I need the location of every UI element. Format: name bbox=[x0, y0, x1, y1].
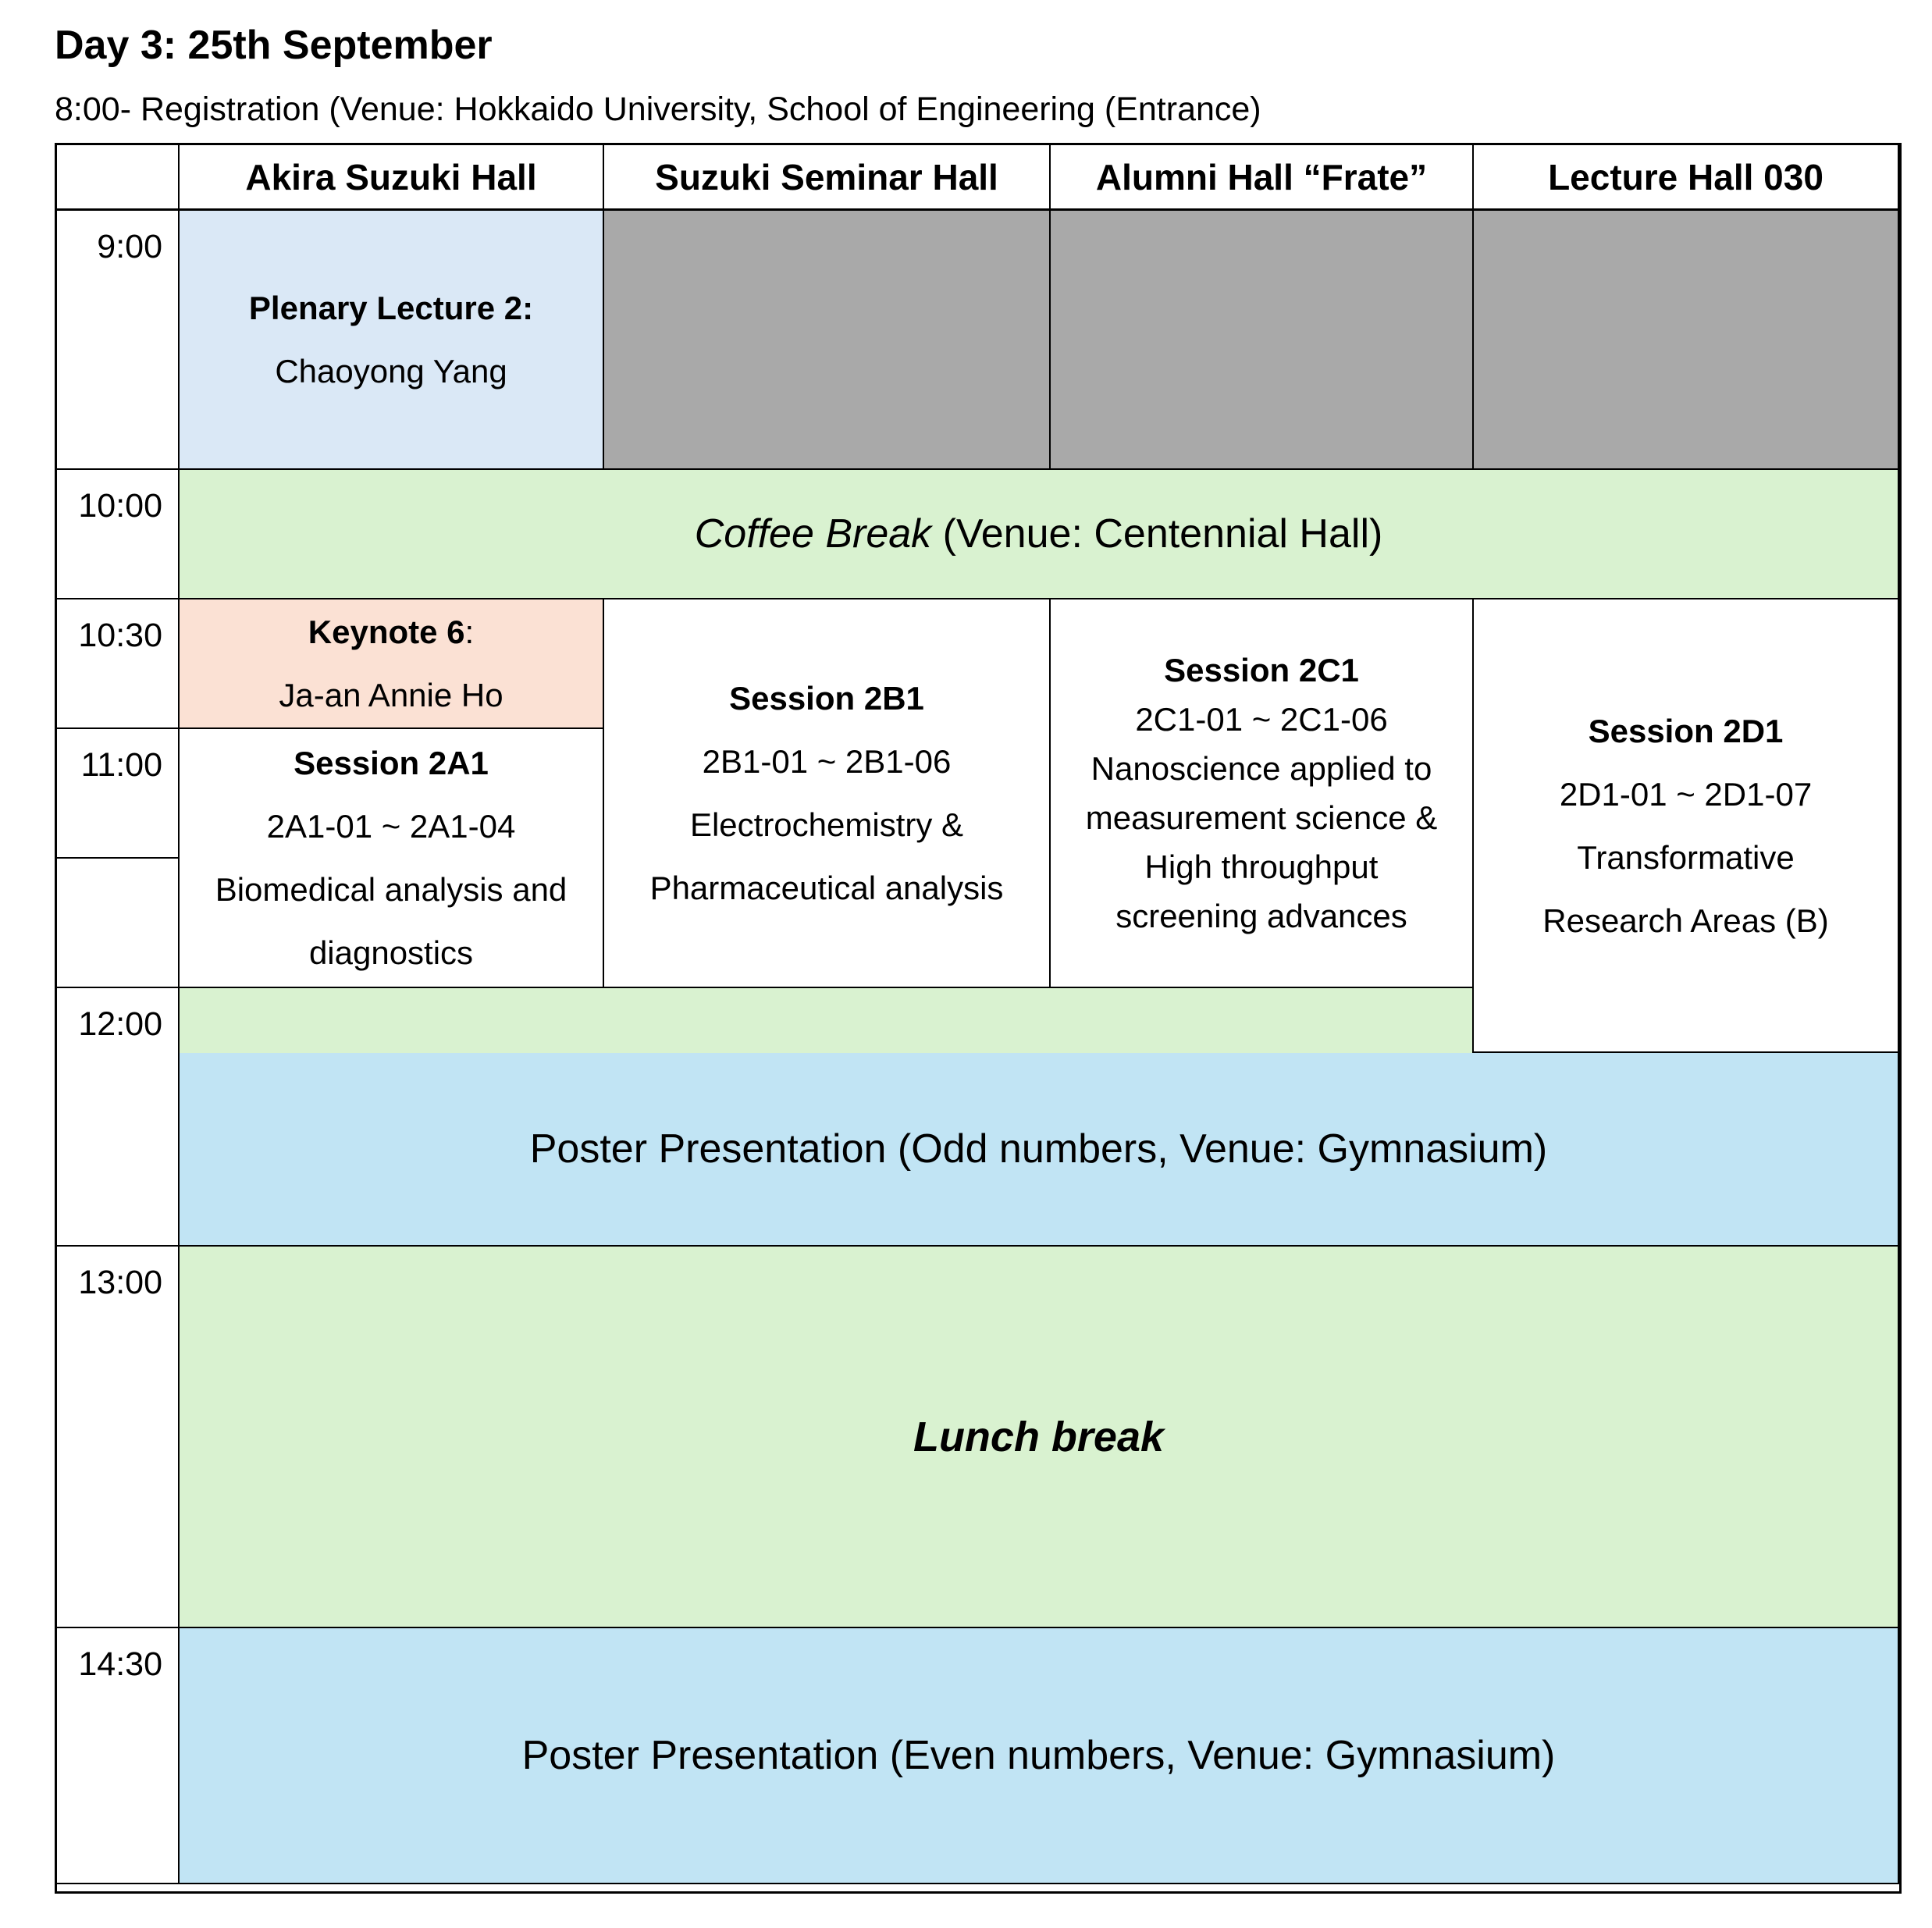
session-2c1-topic: screening advances bbox=[1115, 898, 1407, 934]
page-title: Day 3: 25th September bbox=[55, 23, 493, 68]
time-label-1100: 11:00 bbox=[57, 729, 180, 859]
time-label-0900: 9:00 bbox=[57, 211, 180, 470]
coffee-break-band bbox=[180, 470, 1899, 599]
session-2c1-range: 2C1-01 ~ 2C1-06 bbox=[1135, 701, 1388, 738]
session-2a1-label: Session 2A1 bbox=[294, 745, 489, 781]
time-label-1000: 10:00 bbox=[57, 470, 180, 599]
column-header-suzuki-seminar-hall: Suzuki Seminar Hall bbox=[604, 145, 1051, 211]
keynote-colon: : bbox=[464, 614, 475, 650]
session-2c1-label: Session 2C1 bbox=[1164, 652, 1359, 688]
break-strip bbox=[180, 988, 1474, 1053]
coffee-break-venue: (Venue: Centennial Hall) bbox=[931, 511, 1383, 557]
session-2d1-cell bbox=[1474, 599, 1899, 1053]
keynote-speaker: Ja-an Annie Ho bbox=[279, 677, 503, 713]
column-header-lecture-hall-030: Lecture Hall 030 bbox=[1474, 145, 1899, 211]
session-2c1-topic: High throughput bbox=[1144, 848, 1379, 885]
session-2c1-topic: Nanoscience applied to bbox=[1091, 750, 1432, 787]
session-2d1-label: Session 2D1 bbox=[1588, 712, 1784, 749]
session-2a1-topic: diagnostics bbox=[308, 934, 474, 971]
poster-even-label: Poster Presentation (Even numbers, Venue: Gymnasium) bbox=[521, 1733, 1556, 1778]
poster-even-band bbox=[180, 1628, 1899, 1884]
empty-slot bbox=[1051, 211, 1474, 470]
coffee-break-label: Coffee Break bbox=[694, 511, 932, 557]
plenary-lecture-label: Plenary Lecture 2: bbox=[248, 290, 534, 326]
poster-odd-label: Poster Presentation (Odd numbers, Venue: Gymnasium) bbox=[529, 1126, 1548, 1172]
session-2b1-label: Session 2B1 bbox=[729, 680, 924, 717]
empty-slot bbox=[1474, 211, 1899, 470]
poster-odd-band bbox=[180, 1053, 1899, 1247]
time-label-1030: 10:30 bbox=[57, 599, 180, 729]
session-2d1-topic: Transformative bbox=[1577, 838, 1795, 876]
session-2b1-range: 2B1-01 ~ 2B1-06 bbox=[702, 743, 952, 780]
column-header-akira-suzuki-hall: Akira Suzuki Hall bbox=[180, 145, 604, 211]
keynote-label: Keynote 6 bbox=[308, 614, 465, 650]
plenary-lecture-cell bbox=[180, 211, 604, 470]
session-2c1-topic: measurement science & bbox=[1085, 799, 1438, 836]
time-blank bbox=[57, 859, 180, 988]
time-label-1430: 14:30 bbox=[57, 1628, 180, 1884]
registration-note: 8:00- Registration (Venue: Hokkaido University, School of Engineering (Entrance) bbox=[55, 91, 1261, 128]
session-2a1-cell bbox=[180, 729, 604, 988]
session-2b1-topic: Pharmaceutical analysis bbox=[649, 870, 1004, 906]
keynote-cell bbox=[180, 599, 604, 729]
corner-cell bbox=[57, 145, 180, 211]
session-2b1-topic: Electrochemistry & bbox=[689, 806, 964, 843]
time-label-1300: 13:00 bbox=[57, 1247, 180, 1628]
session-2b1-cell bbox=[604, 599, 1051, 988]
session-2a1-topic: Biomedical analysis and bbox=[215, 871, 568, 908]
schedule-table bbox=[55, 143, 1902, 1894]
session-2c1-cell bbox=[1051, 599, 1474, 988]
empty-slot bbox=[604, 211, 1051, 470]
plenary-lecture-speaker: Chaoyong Yang bbox=[275, 353, 507, 390]
lunch-break-label: Lunch break bbox=[913, 1413, 1165, 1460]
session-2d1-topic: Research Areas (B) bbox=[1542, 902, 1829, 939]
session-2d1-range: 2D1-01 ~ 2D1-07 bbox=[1559, 775, 1813, 813]
session-2a1-range: 2A1-01 ~ 2A1-04 bbox=[266, 808, 516, 845]
lunch-break-band bbox=[180, 1247, 1899, 1628]
column-header-alumni-hall: Alumni Hall “Frate” bbox=[1051, 145, 1474, 211]
time-label-1200: 12:00 bbox=[57, 988, 180, 1247]
